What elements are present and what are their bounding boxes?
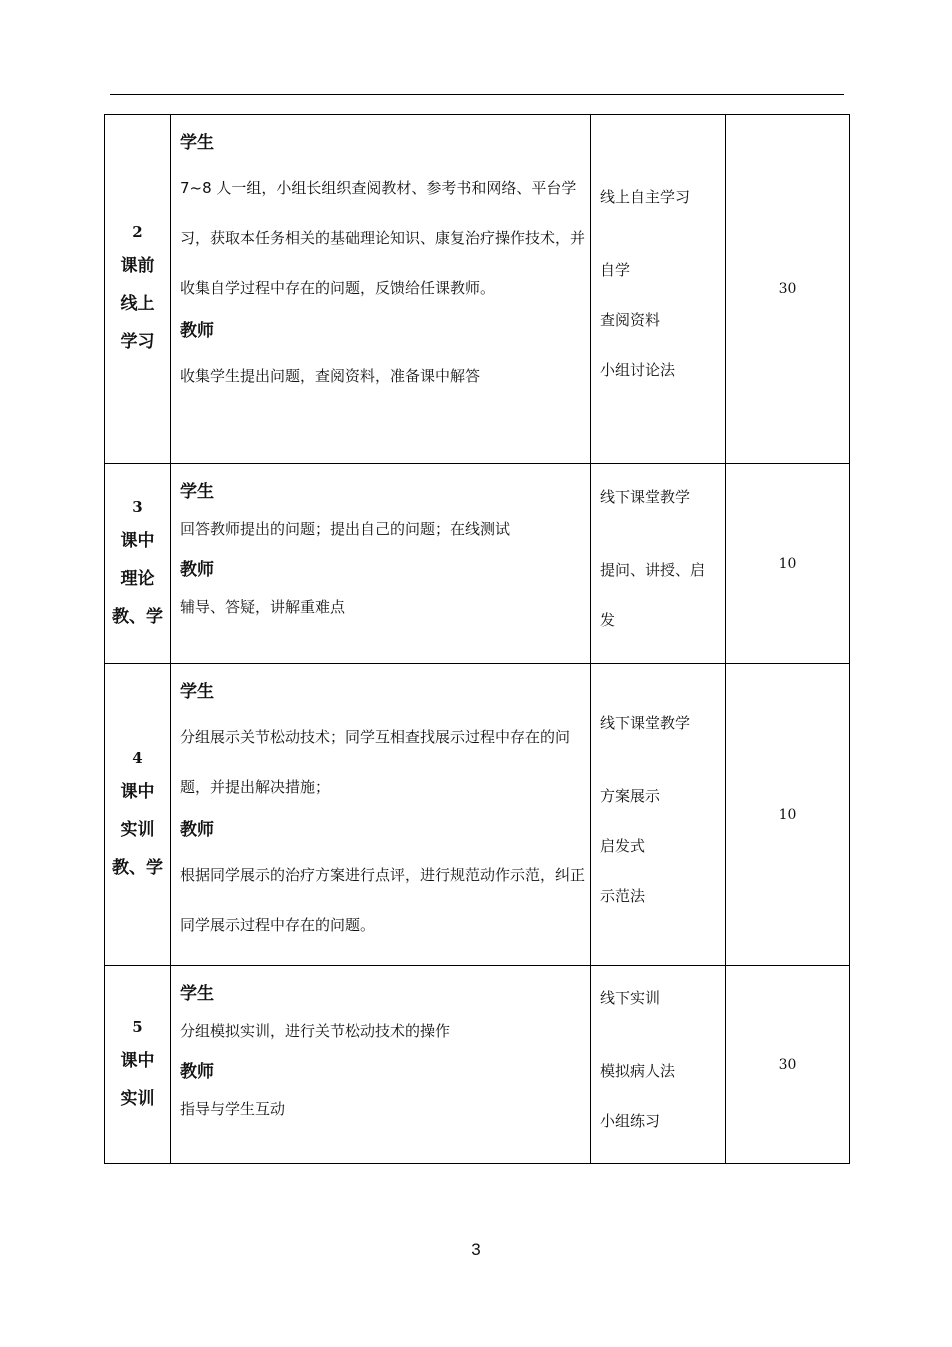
- stage-label: 课中: [120, 781, 155, 802]
- method-cell: [591, 115, 726, 464]
- student-label: 学生: [180, 984, 214, 1004]
- student-text: 分组模拟实训，进行关节松动技术的操作: [180, 1022, 451, 1040]
- teacher-text: 指导与学生互动: [180, 1100, 286, 1118]
- time-cell: 30: [726, 966, 850, 1164]
- method-item: 启发式: [600, 836, 646, 855]
- stage-label: 实训: [120, 1088, 155, 1109]
- stage-label: 教、学: [112, 606, 163, 627]
- stage-number: 3: [132, 497, 143, 516]
- stage-label: 课前: [120, 256, 155, 276]
- time-cell: 10: [726, 664, 850, 966]
- page-number: 3: [471, 1240, 481, 1259]
- activity-cell: [171, 966, 591, 1164]
- teacher-label: 教师: [180, 1062, 214, 1082]
- teacher-text: 根据同学展示的治疗方案进行点评，进行规范动作示范，纠正同学展示过程中存在的问题。: [180, 866, 586, 934]
- teaching-mode: 线下实训: [600, 988, 661, 1007]
- time-cell: 30: [726, 115, 850, 464]
- stage-number: 5: [132, 1017, 143, 1036]
- stage-label: 学习: [120, 332, 155, 352]
- time-cell: 10: [726, 464, 850, 664]
- stage-label: 课中: [120, 1050, 155, 1071]
- table-row: [105, 664, 850, 966]
- student-label: 学生: [180, 482, 214, 502]
- stage-cell: [105, 464, 171, 664]
- method-item: 示范法: [600, 886, 646, 905]
- teaching-mode: 线下课堂教学: [600, 713, 691, 732]
- method-item: 小组练习: [600, 1111, 661, 1130]
- method-cell: [591, 664, 726, 966]
- lesson-plan-table: [104, 114, 850, 1164]
- stage-number: 2: [132, 223, 143, 241]
- stage-number: 4: [132, 748, 143, 767]
- teacher-label: 教师: [180, 820, 214, 840]
- table-row: [105, 115, 850, 464]
- method-item: 自学: [600, 261, 631, 279]
- teaching-mode: 线上自主学习: [600, 188, 691, 206]
- stage-cell: [105, 115, 171, 464]
- stage-cell: [105, 664, 171, 966]
- method-item: 模拟病人法: [600, 1061, 676, 1080]
- stage-label: 教、学: [112, 857, 163, 878]
- teacher-text: 辅导、答疑，讲解重难点: [180, 598, 346, 616]
- teacher-label: 教师: [180, 560, 214, 580]
- student-label: 学生: [180, 133, 214, 153]
- table-row: [105, 464, 850, 664]
- method-item: 查阅资料: [600, 311, 661, 329]
- activity-cell: [171, 664, 591, 966]
- student-text: 分组展示关节松动技术；同学互相查找展示过程中存在的问题，并提出解决措施；: [180, 728, 571, 796]
- method-item: 提问、讲授、启发: [600, 560, 706, 629]
- header-rule: [110, 94, 844, 95]
- activity-cell: [171, 464, 591, 664]
- table-row: [105, 966, 850, 1164]
- teacher-text: 收集学生提出问题，查阅资料，准备课中解答: [180, 367, 481, 385]
- teacher-label: 教师: [180, 321, 214, 341]
- method-item: 小组讨论法: [600, 361, 676, 379]
- teaching-mode: 线下课堂教学: [600, 487, 691, 506]
- stage-label: 线上: [120, 294, 155, 314]
- method-cell: [591, 464, 726, 664]
- student-text: 回答教师提出的问题；提出自己的问题；在线测试: [180, 520, 511, 538]
- activity-cell: [171, 115, 591, 464]
- student-text: 7~8 人一组，小组长组织查阅教材、参考书和网络、平台学习，获取本任务相关的基础理论知识、康复治疗操作技术，并收集自学过程中存在的问题，反馈给任课教师。: [180, 179, 586, 297]
- method-cell: [591, 966, 726, 1164]
- stage-label: 理论: [120, 568, 155, 589]
- method-item: 方案展示: [600, 786, 661, 805]
- student-label: 学生: [180, 682, 214, 702]
- stage-cell: [105, 966, 171, 1164]
- stage-label: 实训: [120, 819, 155, 840]
- stage-label: 课中: [120, 530, 155, 551]
